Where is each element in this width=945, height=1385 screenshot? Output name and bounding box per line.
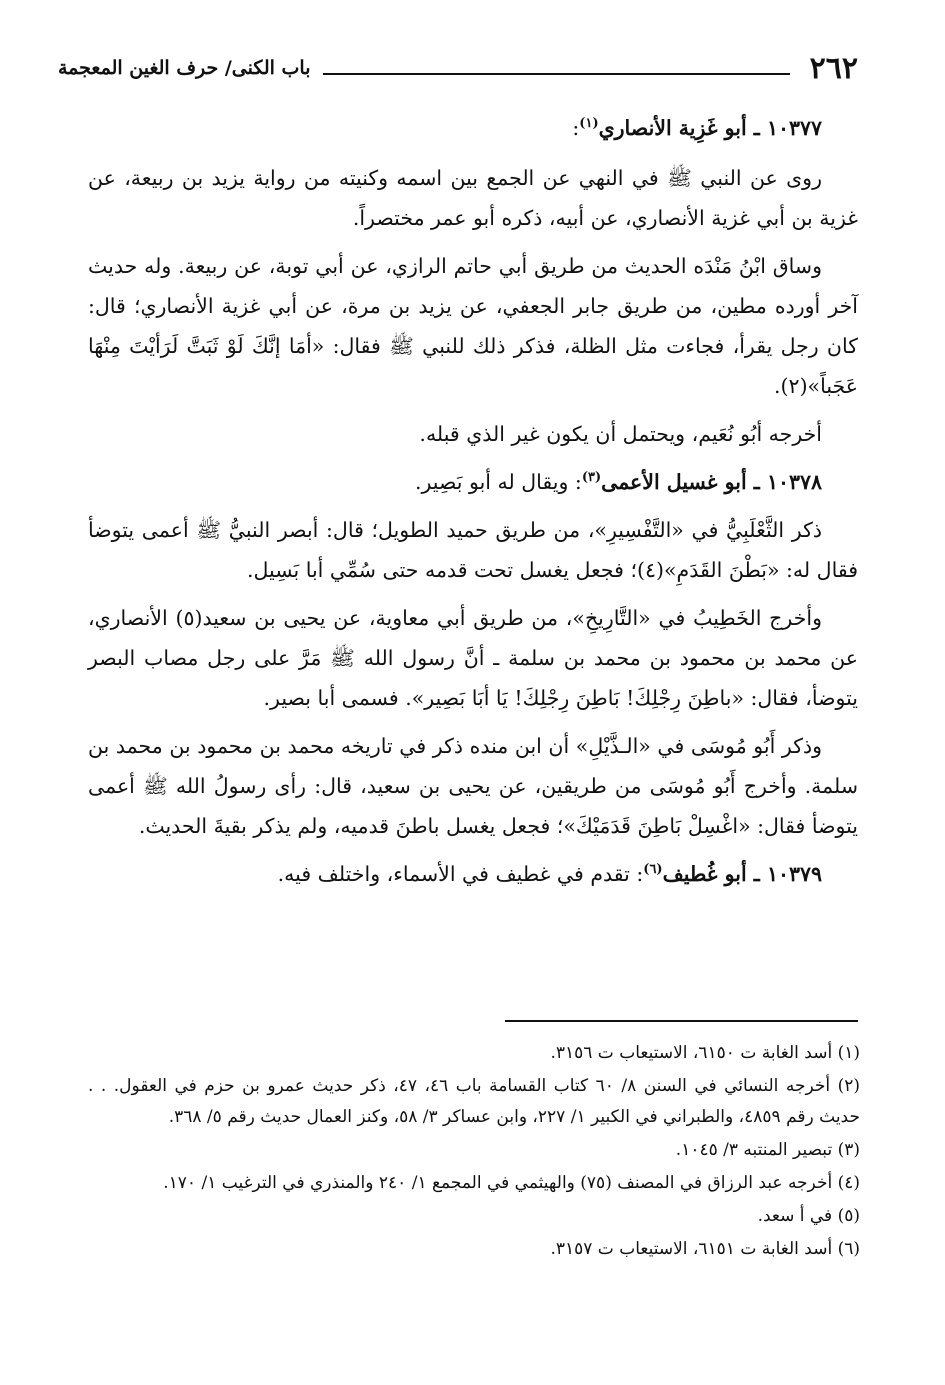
running-title: باب الكنى/ حرف الغين المعجمة bbox=[58, 57, 311, 79]
paragraph: وأخرج الخَطِيبُ في «التَّارِيخِ»، من طريق أبي معاوية، عن يحيى بن سعيد(٥) الأنصاري، عن محمد بن محمود بن محمد بن سلمة ـ أنَّ رسول الله ﷺ مَرَّ على رجل مصاب البصر يتوضأ، فقال: «باطِنَ رِجْلِكَ! بَاطِنَ رِجْلِكَ! يَا أبَا بَصِير». فسمى أبا بصير. bbox=[88, 606, 858, 710]
entry-title: ١٠٣٧٨ ـ أبو غسيل الأعمى bbox=[601, 470, 822, 494]
entry-note: : bbox=[572, 116, 580, 140]
footnote: (٦) أسد الغابة ت ٦١٥١، الاستيعاب ت ٣١٥٧. bbox=[550, 1239, 860, 1259]
footnote: (٤) أخرجه عبد الرزاق في المصنف (٧٥) والهيثمي في المجمع ١/ ٢٤٠ والمنذري في الترغيب ١/ ١٧٠. bbox=[163, 1173, 860, 1193]
paragraph: وساق ابْنُ مَنْدَه الحديث من طريق أبي حاتم الرازي، عن أبي توبة، عن ربيعة. وله حديث آخر أورده مطين، من طريق جابر الجعفي، عن يزيد بن مرة، عن أبي غزية الأنصاري؛ قال: كان رجل يقرأ، فجاءت مثل الظلة، فذكر ذلك للنبي ﷺ فقال: «أمَا إنَّكَ لَوْ ثَبَتَّ لَرَأيْتَ مِنْهَا عَجَباً»(٢). bbox=[88, 254, 858, 398]
entry-heading bbox=[88, 462, 858, 502]
paragraph: روى عن النبي ﷺ في النهي عن الجمع بين اسمه وكنيته من رواية يزيد بن ربيعة، عن غزية بن أبي غزية الأنصاري، عن أبيه، ذكره أبو عمر مختصراً. bbox=[88, 166, 858, 230]
paragraph: ذكر الثَّعْلَبِيُّ في «التَّفْسِيرِ»، من طريق حميد الطويل؛ قال: أبصر النبيُّ ﷺ أعمى يتوضأ فقال له: «بَطْنَ القَدَمِ»(٤)؛ فجعل يغسل تحت قدمه حتى سُمِّي أبا بَسِيل. bbox=[88, 518, 858, 582]
header-rule bbox=[323, 73, 790, 75]
footnote-separator bbox=[505, 1020, 858, 1022]
footnotes bbox=[88, 1038, 860, 1267]
entry-note: : ويقال له أبو بَصِير. bbox=[414, 470, 582, 494]
footnote-ref: (١) bbox=[579, 116, 599, 132]
running-header bbox=[58, 48, 858, 88]
page-number: ٢٦٢ bbox=[809, 50, 858, 86]
entry-note: : تقدم في غطيف في الأسماء، واختلف فيه. bbox=[277, 862, 644, 886]
paragraph: أخرجه أبُو نُعَيم، ويحتمل أن يكون غير الذي قبله. bbox=[419, 422, 822, 446]
entry-heading bbox=[88, 108, 858, 148]
entry-title: ١٠٣٧٧ ـ أبو غَزِية الأنصاري bbox=[598, 116, 822, 140]
footnote: (١) أسد الغابة ت ٦١٥٠، الاستيعاب ت ٣١٥٦. bbox=[550, 1043, 860, 1063]
footnote-ref: (٣) bbox=[581, 470, 602, 486]
footnote: (٣) تبصير المنتبه ٣/ ١٠٤٥. bbox=[675, 1140, 860, 1160]
paragraph: وذكر أَبُو مُوسَى في «الـذَّيْلِ» أن ابن منده ذكر في تاريخه محمد بن محمود بن محمد بن سلمة. وأخرج أَبُو مُوسَى من طريقين، عن يحيى بن سعيد، قال: رأى رسولُ الله ﷺ أعمى يتوضأ فقال: «اغْسِلْ بَاطِنَ قَدَمَيْكَ»؛ فجعل يغسل باطنَ قدميه، ولم يذكر بقيةَ الحديث. bbox=[88, 734, 858, 838]
footnote-ref: (٦) bbox=[643, 862, 663, 878]
footnote: (٢) أخرجه النسائي في السنن ٨/ ٦٠ كتاب القسامة باب ٤٦، ٤٧، ذكر حديث عمرو بن حزم في العقول. . . حديث رقم ٤٨٥٩، والطبراني في الكبير ١/ ٢٢٧، وابن عساكر ٣/ ٥٨، وكنز العمال حديث رقم ٥/ ٣٦٨. bbox=[88, 1076, 861, 1127]
entry-heading bbox=[88, 854, 858, 894]
footnote: (٥) في أ سعد. bbox=[757, 1206, 860, 1226]
main-text bbox=[88, 108, 858, 902]
entry-title: ١٠٣٧٩ ـ أبو غُطيف bbox=[662, 862, 822, 886]
